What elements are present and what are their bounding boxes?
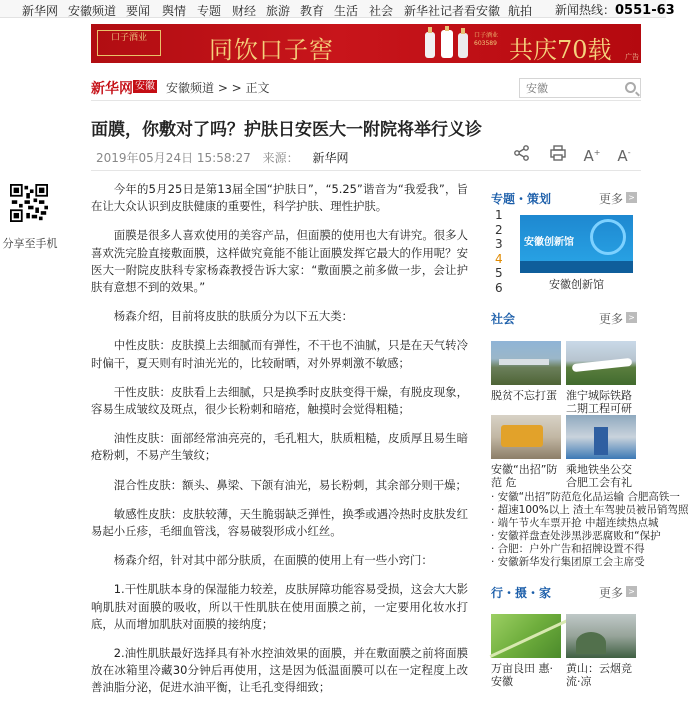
article-paragraph: 杨森介绍，目前将皮肤的肤质分为以下五大类： (113, 309, 354, 324)
article-paragraph: 今年的5月25日是第13届全国“护肤日”，“5.25”谐音为“我爱我”，旨在让大众认识到皮肤健康的重要性，科学护肤、理性护肤。 (91, 182, 468, 214)
travel-section-title[interactable]: 行・摄・家 (491, 586, 552, 600)
ad-tag: 广告 (625, 53, 639, 61)
travel-caption-1[interactable]: 万亩良田 惠·安徽 (491, 662, 553, 688)
society-thumb-3[interactable] (491, 415, 561, 459)
more-arrow-icon[interactable]: > (626, 586, 637, 597)
breadcrumb[interactable]: 安徽频道 > > 正文 (166, 81, 270, 95)
top-nav (0, 0, 675, 18)
nav-link-finance[interactable]: 财经 (232, 4, 257, 18)
article-paragraph: 干性皮肤：皮肤看上去细腻，只是换季时皮肤变得干燥，有脱皮现象，容易生成皱纹及斑点，很少长粉刺和暗疮，触摸时会觉得粗糙； (91, 384, 468, 417)
nav-link-news[interactable]: 要闻 (126, 4, 151, 18)
society-thumb-1[interactable] (491, 341, 561, 385)
society-news-item[interactable]: · 端午节火车票开抢 中超连续热点城 (491, 517, 659, 529)
society-section-header (491, 310, 641, 326)
article-paragraph: 杨森介绍，针对其中部分肤质，在面膜的使用上有一些小窍门： (113, 553, 433, 568)
special-number-item[interactable]: 5 (495, 266, 503, 280)
article-paragraph: 面膜是很多人喜欢使用的美容产品，但面膜的使用也大有讲究。很多人喜欢洗完脸直接敷面膜，这样做究竟能不能让面膜发挥它最大的作用呢？安医大一附院皮肤科专家杨森教授告诉大家：“敷面膜之前多做一步，会让护肤有意想不到的效果。” (91, 228, 468, 295)
bottles-icon (421, 26, 471, 60)
thumb-detail (594, 427, 608, 455)
banner-logo: 口子酒业 (97, 30, 161, 56)
nav-link-reporters[interactable]: 新华社记者看安徽 (404, 4, 501, 18)
source-label: 来源： (262, 151, 299, 165)
travel-section-header (491, 584, 641, 600)
thumb-detail (572, 358, 633, 372)
banner-headline-left: 同饮口子窖 (209, 36, 334, 64)
travel-more-link[interactable]: 更多 (598, 586, 623, 600)
banner-small-text: 口子酒业 603589 (474, 32, 499, 47)
special-more-link[interactable]: 更多 (598, 192, 623, 206)
special-number-item[interactable]: 1 (495, 208, 503, 222)
article-paragraph: 混合性皮肤：额头、鼻梁、下颌有油光，易长粉刺，其余部分则干燥； (113, 477, 467, 492)
special-number-item[interactable]: 2 (495, 222, 503, 237)
special-section-header (491, 190, 641, 206)
society-news-item[interactable]: · 安徽祥盘查处涉黑涉恶腐败和“保护 (491, 530, 661, 542)
article-source[interactable]: 新华网 (312, 151, 349, 165)
nav-link-life[interactable]: 生活 (334, 4, 359, 18)
font-decrease-icon[interactable]: A- (617, 147, 631, 165)
search-input[interactable] (520, 79, 620, 97)
nav-link-xinhua[interactable]: 新华网 (22, 4, 59, 18)
society-caption-3[interactable]: 安徽“出招”防范 危 (491, 463, 558, 489)
header-divider (91, 100, 641, 101)
article-paragraph: 油性皮肤：面部经常油亮亮的，毛孔粗大，肤质粗糙，皮质厚且易生暗疮粉刺，不易产生皱纹； (91, 431, 468, 463)
society-section-title[interactable]: 社会 (491, 312, 516, 326)
society-news-item[interactable]: · 安徽“出招”防范危化品运输 合肥高铁一 (491, 491, 680, 503)
search-icon[interactable] (625, 82, 636, 93)
travel-thumb-1[interactable] (491, 614, 561, 658)
site-logo[interactable]: 新华网 (91, 81, 133, 97)
font-increase-icon[interactable]: A+ (583, 147, 601, 165)
special-number-item-active[interactable]: 4 (495, 251, 503, 266)
article-paragraph: 2.油性肌肤最好选择具有补水控油效果的面膜，并在敷面膜之前将面膜放在冰箱里冷藏30分钟后再使用，这是因为低温面膜可以在一定程度上改善油脂分泌，促进水油平衡，让毛孔变得细致； (91, 646, 468, 695)
travel-thumb-2[interactable] (566, 614, 636, 658)
article-body (91, 181, 468, 709)
thumb-detail (499, 359, 549, 365)
special-number-item[interactable]: 3 (495, 237, 503, 251)
society-more-link[interactable]: 更多 (598, 312, 623, 326)
meta-divider (91, 170, 641, 171)
society-thumb-4[interactable] (566, 415, 636, 459)
share-to-phone-label[interactable]: 分享至手机 (2, 237, 58, 250)
society-thumb-2[interactable] (566, 341, 636, 385)
article-paragraph: 中性皮肤：皮肤摸上去细腻而有弹性，不干也不油腻，只是在天气转冷时偏干，夏天则有时油光光的，比较耐晒，对外界刺激不敏感； (91, 338, 468, 370)
special-feature-image-label: 安徽创新馆 (524, 237, 574, 248)
special-feature-image-bar (520, 261, 633, 273)
nav-link-society[interactable]: 社会 (369, 4, 394, 18)
more-arrow-icon[interactable]: > (626, 312, 637, 323)
logo-ring-icon (590, 219, 626, 255)
article-paragraph: 敏感性皮肤：皮肤较薄，天生脆弱缺乏弹性，换季或遇冷热时皮肤发红易起小丘疹，毛细血管浅，容易破裂形成小红丝。 (91, 506, 468, 539)
travel-caption-2[interactable]: 黄山：云烟竞 流·凉 (566, 662, 632, 688)
nav-link-topics[interactable]: 专题 (197, 4, 222, 18)
nav-link-education[interactable]: 教育 (300, 4, 325, 18)
society-news-item[interactable]: · 合肥：户外广告和招牌设置不得 (491, 543, 645, 555)
hotline-number: 0551-63 (615, 3, 675, 18)
qr-code-icon (10, 184, 48, 222)
nav-link-anhui-channel[interactable]: 安徽频道 (68, 4, 117, 18)
society-caption-2[interactable]: 淮宁城际铁路二期工程可研 (566, 389, 632, 415)
society-caption-4[interactable]: 乘地铁坐公交 合肥工会有礼 (566, 463, 632, 489)
print-icon[interactable] (549, 144, 567, 162)
article-meta (96, 149, 348, 166)
banner-headline-right: 共庆70载 (509, 36, 612, 64)
special-number-list (495, 208, 509, 295)
hotline (555, 1, 675, 18)
banner-ad[interactable] (91, 24, 641, 63)
nav-link-aerial[interactable]: 航拍 (508, 4, 533, 18)
special-number-item[interactable]: 6 (495, 280, 503, 295)
article-date: 2019年05月24日 15:58:27 (96, 151, 251, 165)
article-paragraph: 1.干性肌肤本身的保湿能力较差，皮肤屏障功能容易受损，这会大大影响肌肤对面膜的吸收，所以干性肌肤在使用面膜之前，一定要用化妆水打底，从而增加肌肤对面膜的接纳度； (91, 582, 468, 631)
more-arrow-icon[interactable]: > (626, 192, 637, 203)
special-feature-image[interactable] (520, 215, 633, 273)
thumb-detail (576, 632, 606, 654)
special-feature-caption[interactable]: 安徽创新馆 (549, 278, 604, 291)
hotline-label: 新闻热线： (555, 3, 616, 17)
site-logo-tag: 安徽 (135, 81, 155, 92)
share-icon[interactable] (513, 144, 531, 162)
thumb-detail (501, 425, 543, 447)
thumb-detail (490, 617, 573, 658)
society-news-item[interactable]: · 超速100%以上 渣土车驾驶员被吊销驾照 (491, 504, 689, 516)
search-box (519, 78, 641, 98)
special-section-title[interactable]: 专题・策划 (491, 192, 552, 206)
article-title: 面膜，你敷对了吗？护肤日安医大一附院将举行义诊 (91, 120, 482, 140)
nav-link-opinion[interactable]: 舆情 (162, 4, 187, 18)
society-caption-1[interactable]: 脱贫不忘打蛋 (491, 389, 557, 402)
nav-link-travel[interactable]: 旅游 (266, 4, 291, 18)
society-news-item[interactable]: · 安徽新华发行集团原工会主席受 (491, 556, 645, 568)
